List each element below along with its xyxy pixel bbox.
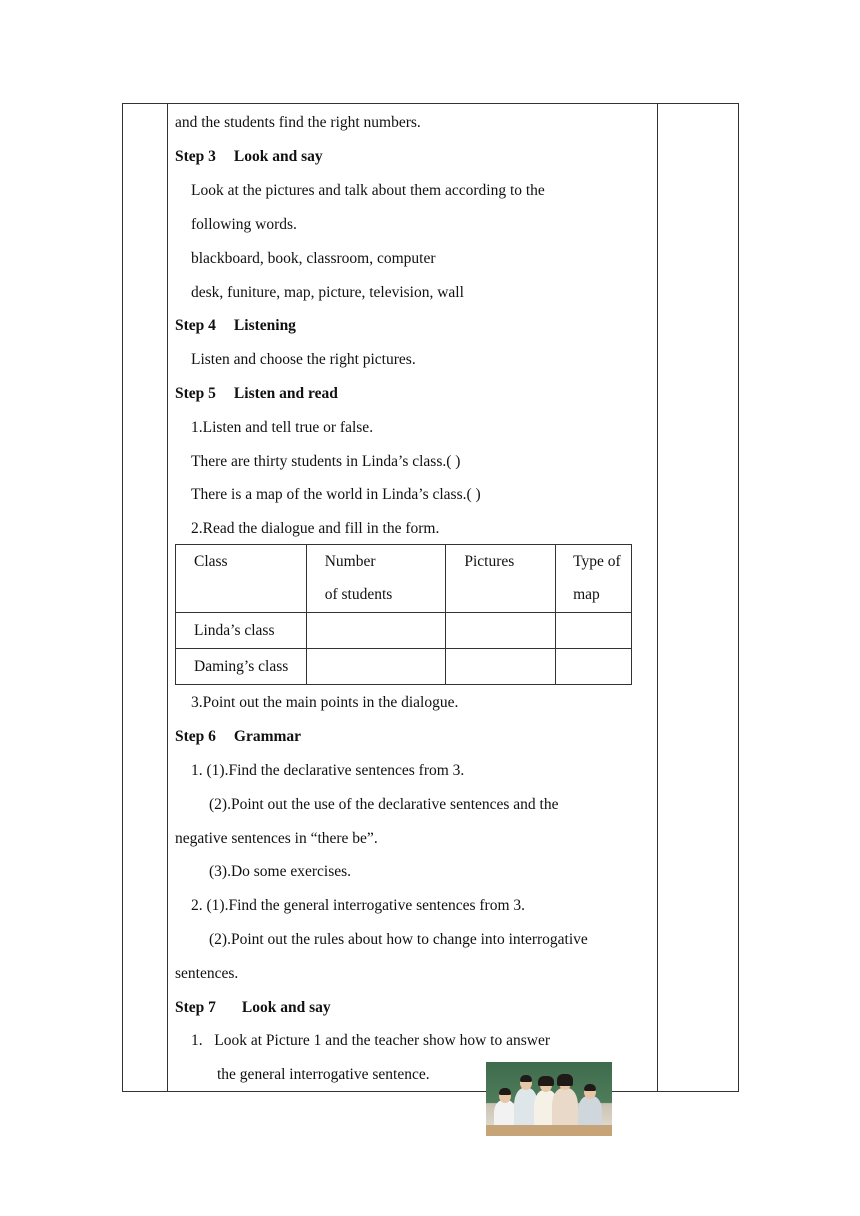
step-3-heading <box>175 147 323 167</box>
text-line: (2).Point out the use of the declarative sentences and the <box>209 796 559 813</box>
text-line: (2).Point out the rules about how to change into interrogative <box>209 931 588 948</box>
form-header-pictures: Pictures <box>446 545 556 613</box>
form-cell-pictures[interactable] <box>446 649 556 685</box>
text-line: 2.Read the dialogue and fill in the form. <box>191 520 440 537</box>
text-line: desk, funiture, map, picture, television, wall <box>191 284 464 301</box>
form-cell-type[interactable] <box>556 613 632 649</box>
text-line: following words. <box>191 216 297 233</box>
form-cell-pictures[interactable] <box>446 613 556 649</box>
text-line: (3).Do some exercises. <box>209 863 352 880</box>
step-7-number: Step 7 <box>175 999 216 1016</box>
form-cell-type[interactable] <box>556 649 632 685</box>
form-header-class: Class <box>176 545 307 613</box>
form-row <box>176 649 632 685</box>
classroom-people-photo-icon <box>486 1062 612 1136</box>
text-line: 2. (1).Find the general interrogative sentences from 3. <box>191 897 525 914</box>
form-cell-number[interactable] <box>306 649 446 685</box>
text-line: Listen and choose the right pictures. <box>191 351 416 368</box>
form-row <box>176 613 632 649</box>
text-line: Look at the pictures and talk about them according to the <box>191 182 545 199</box>
step-7-name: Look and say <box>241 999 331 1016</box>
step-6-heading <box>175 727 301 747</box>
text-line: There is a map of the world in Linda’s class.( ) <box>191 486 481 503</box>
step-7-heading <box>175 998 331 1018</box>
form-header-type: Type of map <box>556 545 632 613</box>
form-header-number: Number of students <box>306 545 446 613</box>
table-divider-left <box>167 103 168 1091</box>
form-cell-number[interactable] <box>306 613 446 649</box>
form-cell-class: Linda’s class <box>176 613 307 649</box>
step-3-number: Step 3 <box>175 148 216 165</box>
step-4-heading <box>175 316 296 336</box>
text-line: sentences. <box>175 965 239 982</box>
text-line: blackboard, book, classroom, computer <box>191 250 436 267</box>
table-divider-right <box>657 103 658 1091</box>
text-line: There are thirty students in Linda’s class.( ) <box>191 453 461 470</box>
text-line: and the students find the right numbers. <box>175 114 421 131</box>
text-line: 1. (1).Find the declarative sentences from 3. <box>191 762 465 779</box>
step-4-number: Step 4 <box>175 317 216 334</box>
form-header-row <box>176 545 632 613</box>
fill-in-form-table <box>175 544 632 685</box>
text-line: 3.Point out the main points in the dialogue. <box>191 694 459 711</box>
step-5-number: Step 5 <box>175 385 216 402</box>
step-3-name: Look and say <box>233 148 323 165</box>
text-line: the general interrogative sentence. <box>217 1066 430 1083</box>
step-6-number: Step 6 <box>175 728 216 745</box>
form-cell-class: Daming’s class <box>176 649 307 685</box>
text-line: 1.Listen and tell true or false. <box>191 419 374 436</box>
step-6-name: Grammar <box>233 728 302 745</box>
text-line: 1. Look at Picture 1 and the teacher show how to answer <box>191 1032 550 1049</box>
step-5-name: Listen and read <box>233 385 338 402</box>
step-5-heading <box>175 384 338 404</box>
step-4-name: Listening <box>233 317 296 334</box>
text-line: negative sentences in “there be”. <box>175 830 378 847</box>
